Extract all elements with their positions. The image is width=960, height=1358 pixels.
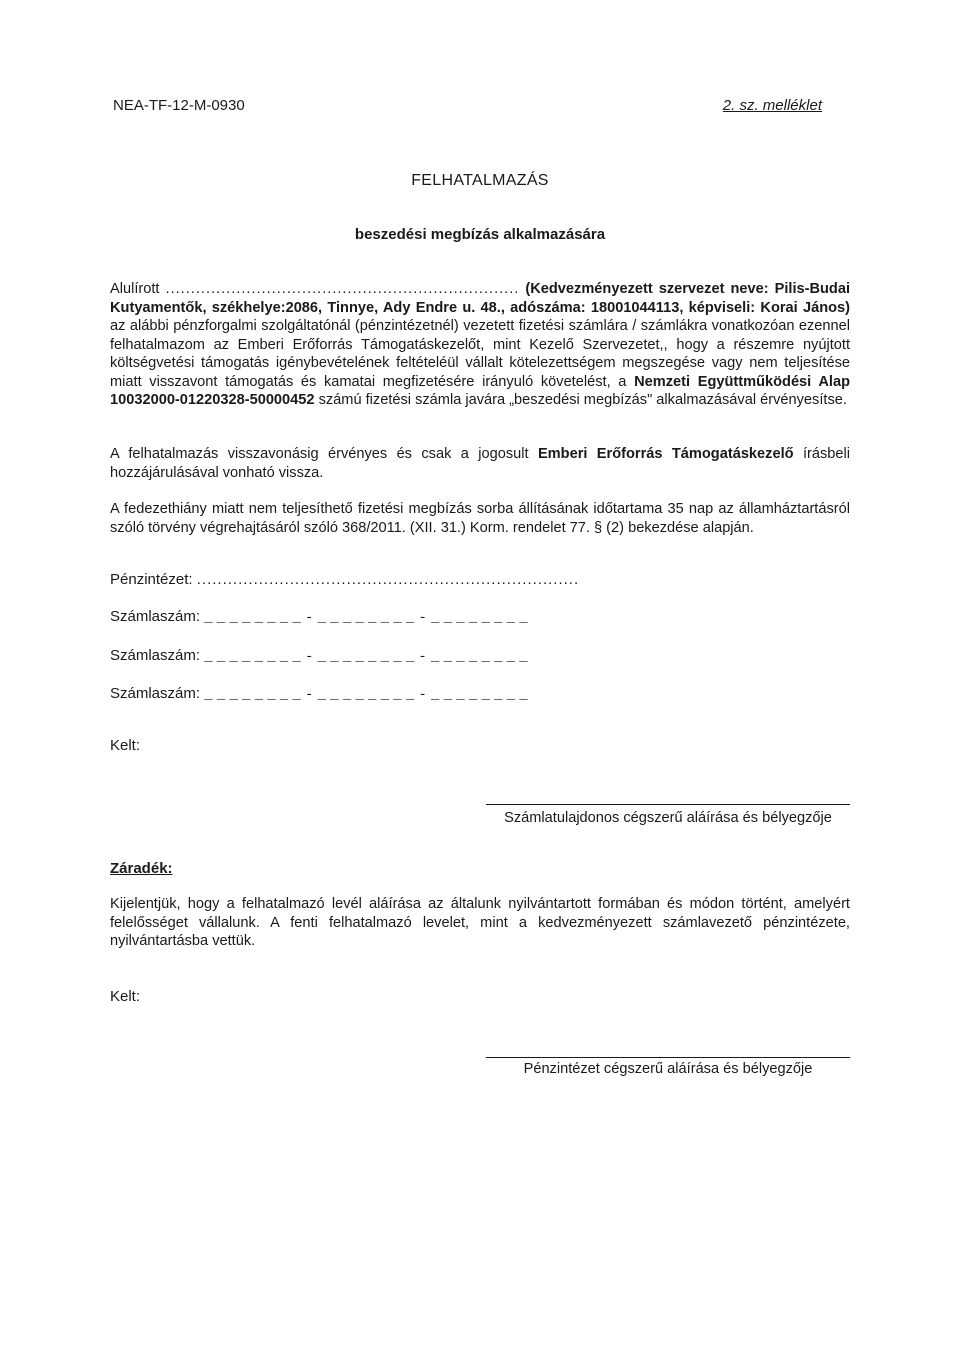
validity-text: A felhatalmazás visszavonásig érvényes és csak a jogosult <box>110 446 529 462</box>
fund-account: Nemzeti Együttműködési Alap 10032000-01220328-50000452 <box>110 373 850 408</box>
validity-text-end: írásbeli hozzájárulásával vonható vissza. <box>110 446 850 481</box>
account-number-field-2[interactable] <box>110 647 532 665</box>
signature-line-2 <box>486 1057 850 1058</box>
account-pattern: ________-________-________ <box>204 610 532 626</box>
name-fill-dots: ...................................................................... <box>165 281 520 297</box>
authorization-text: az alábbi pénzforgalmi szolgáltatónál (pénzintézetnél) vezetett fizetési számlára / számlákra vonatkozóan ezennel felhatalmazom az Emberi Erőforrás Támogatáskezelőt, mint Kezelő Szervezetet,, hogy a részemre nyújtott költségvetési támogatás igénybevételének feltételéül vállalt kötelezettségem megszegése vagy nem teljesítése miatt visszavont támogatás és kamatai megfizetésére irányuló követelést, a <box>110 318 850 390</box>
authorization-paragraph <box>110 280 850 410</box>
document-subtitle: beszedési megbízás alkalmazására <box>354 226 606 243</box>
account-number-field-1[interactable] <box>110 608 532 626</box>
intro-text: Alulírott <box>110 281 160 297</box>
bank-field[interactable] <box>110 571 579 588</box>
account-label: Számlaszám: <box>110 647 201 664</box>
closing-paragraph: Kijelentjük, hogy a felhatalmazó levél aláírása az általunk nyilvántartott formában és módon történt, amelyért felelősséget vállalunk. A fenti felhatalmazó levelet, mint a kedvezményezett számlavezető pénzintézete, nyilvántartásba vettük. <box>110 896 850 949</box>
account-label: Számlaszám: <box>110 685 201 702</box>
account-label: Számlaszám: <box>110 608 201 625</box>
date-field-1[interactable]: Kelt: <box>110 737 141 754</box>
annex-label: 2. sz. melléklet <box>722 97 822 114</box>
signature-line-1 <box>486 804 850 805</box>
document-reference: NEA-TF-12-M-0930 <box>113 97 245 114</box>
date-field-2[interactable]: Kelt: <box>110 988 141 1005</box>
document-title: FELHATALMAZÁS <box>411 172 549 189</box>
validity-paragraph <box>110 445 850 482</box>
authority-name: Emberi Erőforrás Támogatáskezelő <box>537 446 794 462</box>
authorization-text-end: számú fizetési számla javára „beszedési megbízás" alkalmazásával érvényesítse. <box>318 392 847 408</box>
bank-signature-caption: Pénzintézet cégszerű aláírása és bélyegzője <box>523 1061 813 1077</box>
legal-basis-paragraph: A fedezethiány miatt nem teljesíthető fizetési megbízás sorba állításának időtartama 35 nap az államháztartásról szóló törvény végrehajtásáról szóló 368/2011. (XII. 31.) Korm. rendelet 77. § (2) bekezdése alapján. <box>110 501 850 536</box>
bank-fill-dots: .......................................................................... <box>196 571 580 588</box>
closing-heading: Záradék: <box>110 860 173 877</box>
account-pattern: ________-________-________ <box>204 687 532 703</box>
account-pattern: ________-________-________ <box>204 649 532 665</box>
bank-label: Pénzintézet: <box>110 571 193 588</box>
account-holder-signature-caption: Számlatulajdonos cégszerű aláírása és bélyegzője <box>504 810 832 826</box>
account-number-field-3[interactable] <box>110 685 532 703</box>
beneficiary-organization: (Kedvezményezett szervezet neve: Pilis-Budai Kutyamentők, székhelye:2086, Tinnye, Ady Endre u. 48., adószáma: 18001044113, képviseli: Korai János) <box>110 281 851 316</box>
